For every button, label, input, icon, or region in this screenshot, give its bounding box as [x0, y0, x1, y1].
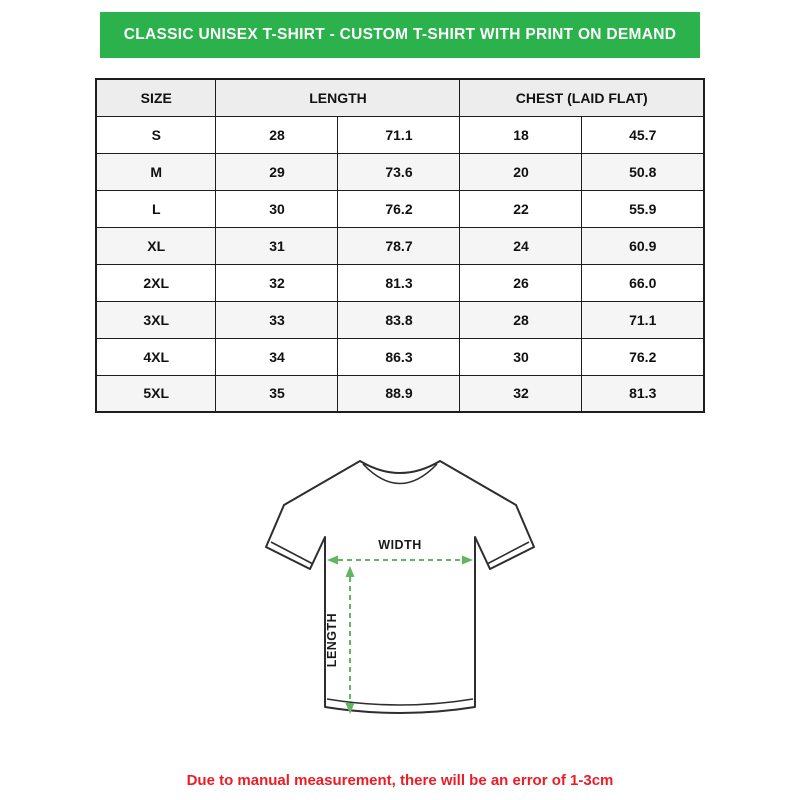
value-cell: 35	[216, 375, 338, 412]
header-length: LENGTH	[216, 79, 460, 116]
value-cell: 76.2	[582, 338, 704, 375]
table-row	[96, 227, 704, 264]
value-cell: 81.3	[582, 375, 704, 412]
value-cell: 31	[216, 227, 338, 264]
value-cell: 22	[460, 190, 582, 227]
value-cell: 20	[460, 153, 582, 190]
size-table-header	[96, 79, 704, 116]
value-cell: 34	[216, 338, 338, 375]
value-cell: 18	[460, 116, 582, 153]
value-cell: 60.9	[582, 227, 704, 264]
value-cell: 33	[216, 301, 338, 338]
value-cell: 78.7	[338, 227, 460, 264]
size-cell: XL	[96, 227, 216, 264]
header-row	[96, 79, 704, 116]
value-cell: 86.3	[338, 338, 460, 375]
tshirt-outline-icon	[266, 461, 534, 713]
table-row	[96, 375, 704, 412]
size-cell: 4XL	[96, 338, 216, 375]
value-cell: 71.1	[338, 116, 460, 153]
value-cell: 73.6	[338, 153, 460, 190]
value-cell: 81.3	[338, 264, 460, 301]
table-row	[96, 264, 704, 301]
value-cell: 26	[460, 264, 582, 301]
width-label: WIDTH	[378, 538, 422, 552]
value-cell: 29	[216, 153, 338, 190]
size-table-body	[96, 116, 704, 412]
measurement-disclaimer: Due to manual measurement, there will be an error of 1-3cm	[186, 772, 614, 789]
value-cell: 88.9	[338, 375, 460, 412]
measurement-diagram	[250, 445, 550, 750]
size-cell: L	[96, 190, 216, 227]
value-cell: 24	[460, 227, 582, 264]
value-cell: 83.8	[338, 301, 460, 338]
header-chest: CHEST (LAID FLAT)	[460, 79, 704, 116]
value-cell: 30	[460, 338, 582, 375]
size-cell: 3XL	[96, 301, 216, 338]
length-label: LENGTH	[325, 612, 339, 668]
tshirt-illustration	[250, 445, 550, 745]
value-cell: 28	[460, 301, 582, 338]
value-cell: 55.9	[582, 190, 704, 227]
value-cell: 28	[216, 116, 338, 153]
header-size: SIZE	[96, 79, 216, 116]
value-cell: 32	[216, 264, 338, 301]
value-cell: 71.1	[582, 301, 704, 338]
size-cell: 2XL	[96, 264, 216, 301]
size-cell: S	[96, 116, 216, 153]
table-row	[96, 338, 704, 375]
table-row	[96, 301, 704, 338]
size-cell: 5XL	[96, 375, 216, 412]
value-cell: 45.7	[582, 116, 704, 153]
size-cell: M	[96, 153, 216, 190]
table-row	[96, 153, 704, 190]
value-cell: 50.8	[582, 153, 704, 190]
value-cell: 32	[460, 375, 582, 412]
page-title: CLASSIC UNISEX T-SHIRT - CUSTOM T-SHIRT WITH PRINT ON DEMAND	[123, 26, 677, 43]
table-row	[96, 190, 704, 227]
table-row	[96, 116, 704, 153]
size-table	[95, 78, 705, 413]
value-cell: 76.2	[338, 190, 460, 227]
value-cell: 30	[216, 190, 338, 227]
value-cell: 66.0	[582, 264, 704, 301]
title-banner	[100, 12, 700, 58]
